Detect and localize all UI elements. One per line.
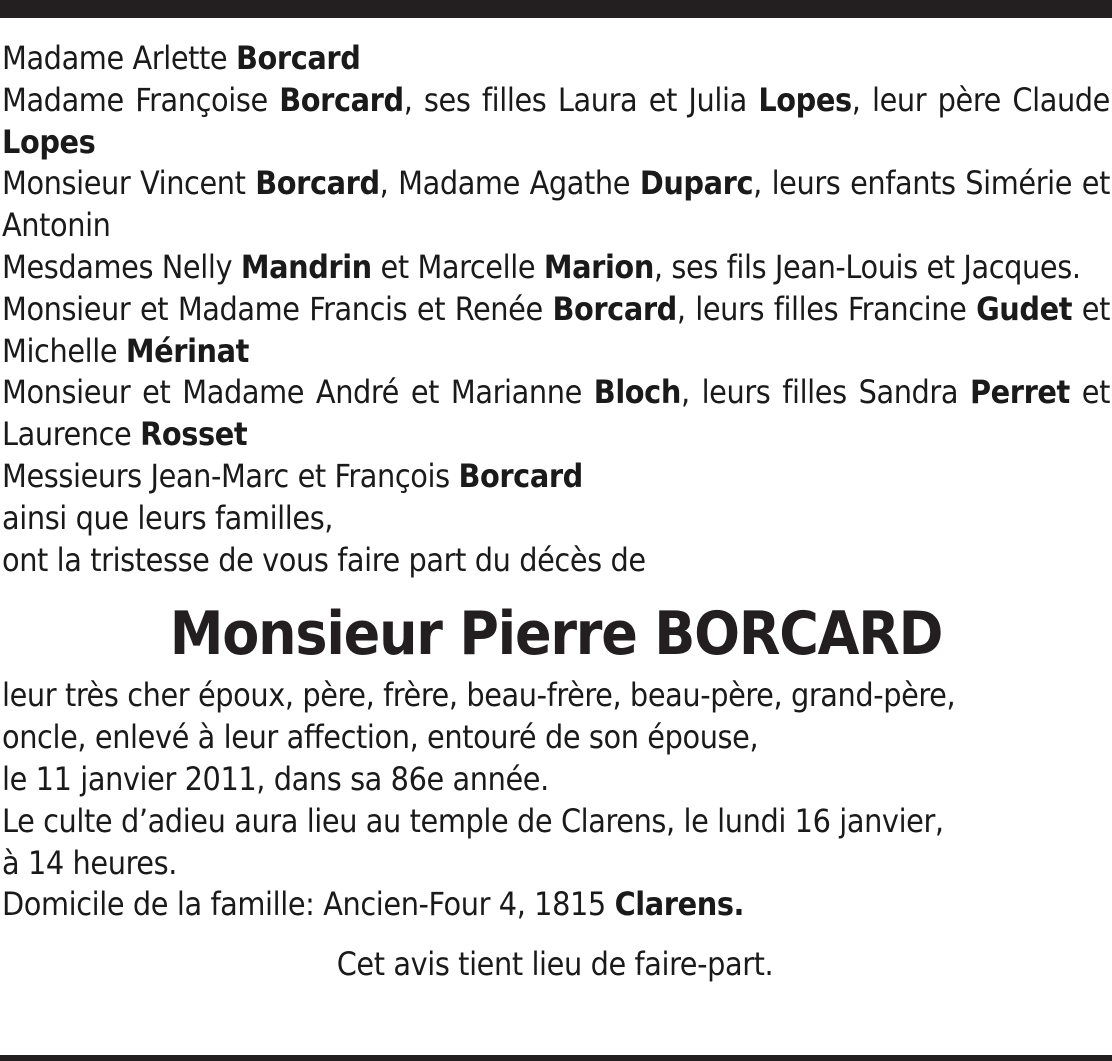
surname: Borcard [458,456,583,495]
family-line [2,38,1110,80]
surname: Duparc [639,164,754,203]
family-line [2,247,1110,289]
closing-text: Cet avis tient lieu de faire-part. [336,945,774,984]
body-line [2,717,1110,759]
family-line [2,80,1110,164]
text-segment: , ses fils Jean-Louis et Jacques. [653,247,1081,286]
body-line [2,843,1110,885]
text-segment: Madame Françoise [2,80,280,119]
surname: Marion [543,247,654,286]
text-segment: Le culte d’adieu aura lieu au temple de Clarens, le lundi 16 janvier, [2,801,944,840]
text-segment: et Michelle [2,289,1110,370]
family-line [2,456,1110,498]
family-line [2,372,1110,456]
surname: Lopes [758,80,852,119]
text-segment: , leurs filles Francine [676,289,977,328]
text-segment: Monsieur et Madame Francis et Renée [2,289,553,328]
death-notice [2,38,1110,986]
text-segment: , Madame Agathe [379,164,640,203]
family-line [2,498,1110,540]
text-segment: Madame Arlette [2,39,236,77]
text-segment: Monsieur et Madame André et Marianne [2,373,594,412]
text-segment: , ses filles Laura et Julia [403,80,759,119]
surname: Perret [969,373,1070,412]
text-segment: Monsieur Vincent [2,164,256,203]
surname: Borcard [255,164,380,203]
surname: Borcard [552,289,677,328]
text-segment: , leur père Claude [851,80,1110,119]
family-line [2,163,1110,247]
body-line [2,759,1110,801]
text-segment: Messieurs Jean-Marc et François [2,456,459,495]
closing-note [2,944,1110,986]
text-segment: à 14 heures. [2,843,177,882]
deceased-name: Monsieur Pierre BORCARD [169,599,943,670]
body-line [2,884,1110,926]
text-segment: leur très cher époux, père, frère, beau-frère, beau-père, grand-père, [2,676,956,715]
text-segment: ont la tristesse de vous faire part du décès de [2,540,646,579]
family-line [2,289,1110,373]
text-segment: et Laurence [2,373,1111,454]
text-segment: Domicile de la famille: Ancien-Four 4, 1815 [2,885,615,924]
surname: Mandrin [240,247,372,286]
bottom-rule [0,1055,1112,1061]
family-line [2,540,1110,582]
text-segment: , leurs enfants Simérie et Antonin [2,164,1110,245]
text-segment: ainsi que leurs familles, [2,498,334,537]
text-segment: Mesdames Nelly [2,247,241,286]
text-segment: le 11 janvier 2011, dans sa 86e année. [2,759,549,798]
top-rule [0,0,1112,18]
surname: Clarens. [614,885,745,924]
text-segment: , leurs filles Sandra [680,373,970,412]
body-line [2,801,1110,843]
surname: Lopes [2,122,96,161]
surname: Bloch [593,373,681,412]
text-segment: et Marcelle [371,247,544,286]
notice-body [2,675,1110,926]
body-line [2,675,1110,717]
surname: Rosset [140,415,248,454]
surname: Borcard [235,39,361,77]
surname: Mérinat [125,331,250,370]
surname: Borcard [279,80,404,119]
surname: Gudet [976,289,1073,328]
text-segment: oncle, enlevé à leur affection, entouré de son épouse, [2,718,759,757]
family-list [2,38,1110,581]
